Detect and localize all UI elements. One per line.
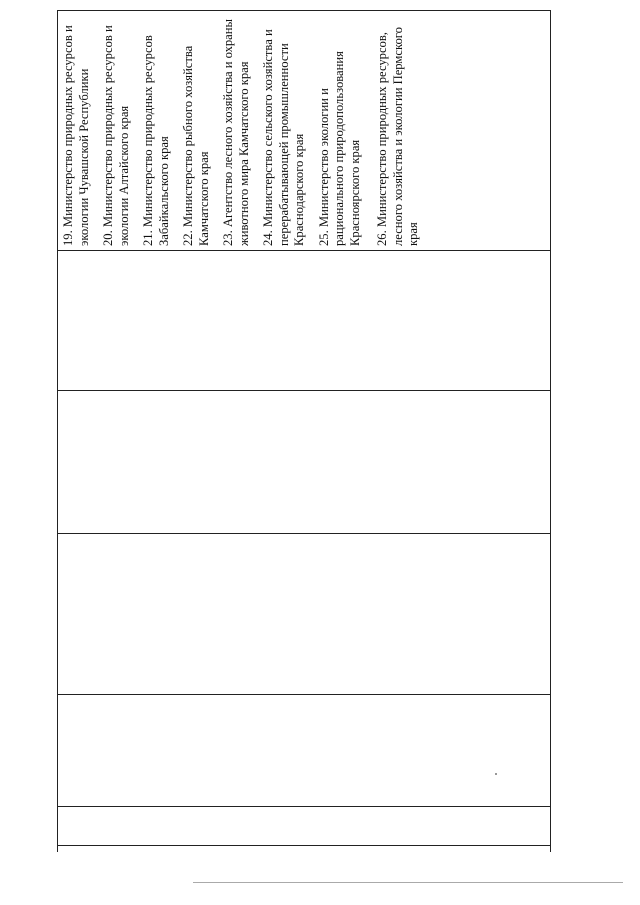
entry-21: 21. Министерство природных ресурсов Забайкальского края (141, 35, 171, 246)
organization-list-cell (57, 10, 551, 250)
row-divider-5 (57, 806, 551, 807)
entry-23: 23. Агентство лесного хозяйства и охраны животного мира Камчатского края (221, 19, 251, 246)
row-divider-4 (57, 694, 551, 695)
entry-20: 20. Министерство природных ресурсов и экологии Алтайского края (101, 25, 131, 246)
row-divider-3 (57, 533, 551, 534)
entry-19: 19. Министерство природных ресурсов и экологии Чувашской Республики (61, 25, 91, 246)
row-divider-1 (57, 250, 551, 251)
rotated-text-block (57, 10, 551, 250)
entry-22: 22. Министерство рыбного хозяйства Камчатского края (181, 45, 211, 246)
entry-26: 26. Министерство природных ресурсов, лесного хозяйства и экологии Пермского края (375, 27, 420, 246)
entry-25: 25. Министерство экологии и рационального природопользования Красноярского края (316, 51, 362, 246)
scan-edge-line (193, 882, 623, 883)
row-divider-2 (57, 390, 551, 391)
scan-speck (495, 773, 497, 775)
table-left-tail (57, 840, 58, 852)
table-right-tail (550, 840, 551, 852)
entry-24: 24. Министерство сельского хозяйства и перерабатывающей промышленности Краснодарского края (261, 29, 306, 246)
